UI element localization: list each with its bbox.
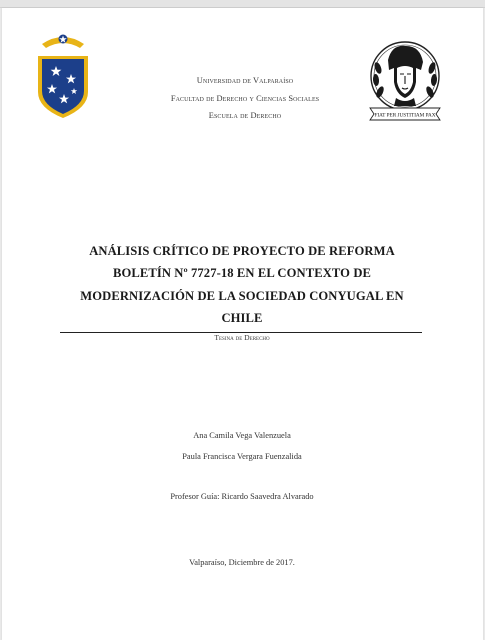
university-crest-icon [36,30,90,120]
institution-header [122,72,368,125]
title-line: CHILE [221,311,263,326]
document-title [60,240,424,330]
seal-banner-text: FIAT PER JUSTITIAM PAX [374,112,436,119]
university-name: Universidad de Valparaíso [196,76,294,85]
title-line: MODERNIZACIÓN DE LA SOCIEDAD CONYUGAL EN [80,288,404,303]
place-date: Valparaíso, Diciembre de 2017. [189,558,295,567]
school-name: Escuela de Derecho [208,111,282,120]
document-page [2,8,483,640]
author-name: Ana Camila Vega Valenzuela [193,431,291,440]
viewer-top-bar [0,0,485,8]
author-name: Paula Francisca Vergara Fuenzalida [182,452,302,461]
faculty-name: Facultad de Derecho y Ciencias Sociales [170,93,320,103]
guide-professor: Profesor Guía: Ricardo Saavedra Alvarado [170,492,314,501]
title-line: BOLETÍN Nº 7727-18 EN EL CONTEXTO DE [112,266,372,281]
document-subtitle: Tesina de Derecho [214,333,270,342]
authors-block [60,425,424,467]
title-line: ANÁLISIS CRÍTICO DE PROYECTO DE REFORMA [89,244,395,258]
law-school-seal-icon [366,38,444,122]
